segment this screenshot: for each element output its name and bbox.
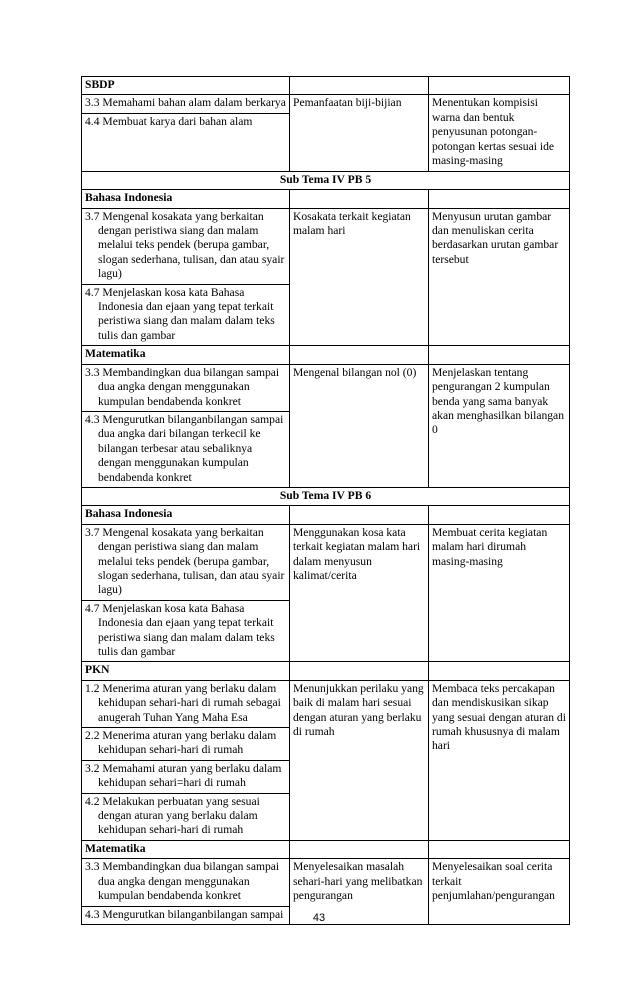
kd-cell: 3.3 Memahami bahan alam dalam berkarya xyxy=(82,95,290,113)
subject-row-bahasa-indonesia xyxy=(82,506,570,524)
kegiatan-cell: Membaca teks percakapan dan mendiskusikan sikap yang sesuai dengan aturan di rumah khususnya di malam hari xyxy=(429,680,570,840)
kegiatan-cell: Membuat cerita kegiatan malam hari dirumah masing-masing xyxy=(429,524,570,662)
kd-cell: 4.7 Menjelaskan kosa kata Bahasa Indonesia dan ejaan yang tepat terkait peristiwa siang dan malam dalam teks tulis dan gambar xyxy=(82,600,290,662)
kd-cell: 2.2 Menerima aturan yang berlaku dalam kehidupan sehari-hari di rumah xyxy=(82,728,290,761)
curriculum-table xyxy=(81,76,570,925)
kd-cell: 4.3 Mengurutkan bilanganbilangan sampai dua angka dari bilangan terkecil ke bilangan terbesar atau sebaliknya dengan menggunakan kumpulan bendabenda konkret xyxy=(82,411,290,487)
kegiatan-cell: Menjelaskan tentang pengurangan 2 kumpulan benda yang sama banyak akan menghasilkan bilangan 0 xyxy=(429,364,570,487)
table-row xyxy=(82,524,570,600)
table-row xyxy=(82,859,570,906)
subtema-heading: Sub Tema IV PB 6 xyxy=(82,487,570,505)
page-number: 43 xyxy=(312,912,326,924)
kd-cell: 4.2 Melakukan perbuatan yang sesuai dengan aturan yang berlaku dalam kehidupan sehari-hari di rumah xyxy=(82,793,290,840)
subtema-row-pb6 xyxy=(82,487,570,505)
kd-cell: 4.3 Mengurutkan bilanganbilangan sampai xyxy=(82,906,290,924)
subject-row-bahasa-indonesia xyxy=(82,190,570,208)
subject-label: Matematika xyxy=(82,840,290,858)
kegiatan-cell: Menentukan kompisisi warna dan bentuk penyusunan potongan-potongan kertas sesuai ide masing-masing xyxy=(429,95,570,171)
kd-cell: 4.4 Membuat karya dari bahan alam xyxy=(82,113,290,171)
kegiatan-cell: Menyelesaikan soal cerita terkait penjumlahan/pengurangan xyxy=(429,859,570,925)
materi-cell: Mengenal bilangan nol (0) xyxy=(290,364,429,487)
table-row xyxy=(82,208,570,284)
kd-cell: 3.3 Membandingkan dua bilangan sampai dua angka dengan menggunakan kumpulan bendabenda konkret xyxy=(82,364,290,411)
subject-label: Bahasa Indonesia xyxy=(82,190,290,208)
materi-cell: Menyelesaikan masalah sehari-hari yang melibatkan pengurangan xyxy=(290,859,429,925)
kd-cell: 3.3 Membandingkan dua bilangan sampai dua angka dengan menggunakan kumpulan bendabenda konkret xyxy=(82,859,290,906)
table-row xyxy=(82,364,570,411)
subject-row-pkn xyxy=(82,662,570,680)
subject-label: Bahasa Indonesia xyxy=(82,506,290,524)
subject-row-sbdp xyxy=(82,77,570,95)
subject-row-matematika xyxy=(82,840,570,858)
kd-cell: 1.2 Menerima aturan yang berlaku dalam kehidupan sehari-hari di rumah sebagai anugerah Tuhan Yang Maha Esa xyxy=(82,680,290,727)
subtema-row-pb5 xyxy=(82,171,570,189)
kd-cell: 3.7 Mengenal kosakata yang berkaitan dengan peristiwa siang dan malam melalui teks pendek (berupa gambar, slogan sederhana, tulisan, dan atau syair lagu) xyxy=(82,524,290,600)
subtema-heading: Sub Tema IV PB 5 xyxy=(82,171,570,189)
subject-label: Matematika xyxy=(82,346,290,364)
subject-row-matematika xyxy=(82,346,570,364)
materi-cell: Kosakata terkait kegiatan malam hari xyxy=(290,208,429,346)
table-row xyxy=(82,680,570,727)
subject-label: PKN xyxy=(82,662,290,680)
kegiatan-cell: Menyusun urutan gambar dan menuliskan cerita berdasarkan urutan gambar tersebut xyxy=(429,208,570,346)
kd-cell: 4.7 Menjelaskan kosa kata Bahasa Indonesia dan ejaan yang tepat terkait peristiwa siang dan malam dalam teks tulis dan gambar xyxy=(82,284,290,346)
materi-cell: Menggunakan kosa kata terkait kegiatan malam hari dalam menyusun kalimat/cerita xyxy=(290,524,429,662)
table-row xyxy=(82,95,570,113)
materi-cell: Pemanfaatan biji-bijian xyxy=(290,95,429,171)
subject-label: SBDP xyxy=(82,77,290,95)
kd-cell: 3.7 Mengenal kosakata yang berkaitan dengan peristiwa siang dan malam melalui teks pendek (berupa gambar, slogan sederhana, tulisan, dan atau syair lagu) xyxy=(82,208,290,284)
materi-cell: Menunjukkan perilaku yang baik di malam hari sesuai dengan aturan yang berlaku di rumah xyxy=(290,680,429,840)
kd-cell: 3.2 Memahami aturan yang berlaku dalam kehidupan sehari=hari di rumah xyxy=(82,760,290,793)
